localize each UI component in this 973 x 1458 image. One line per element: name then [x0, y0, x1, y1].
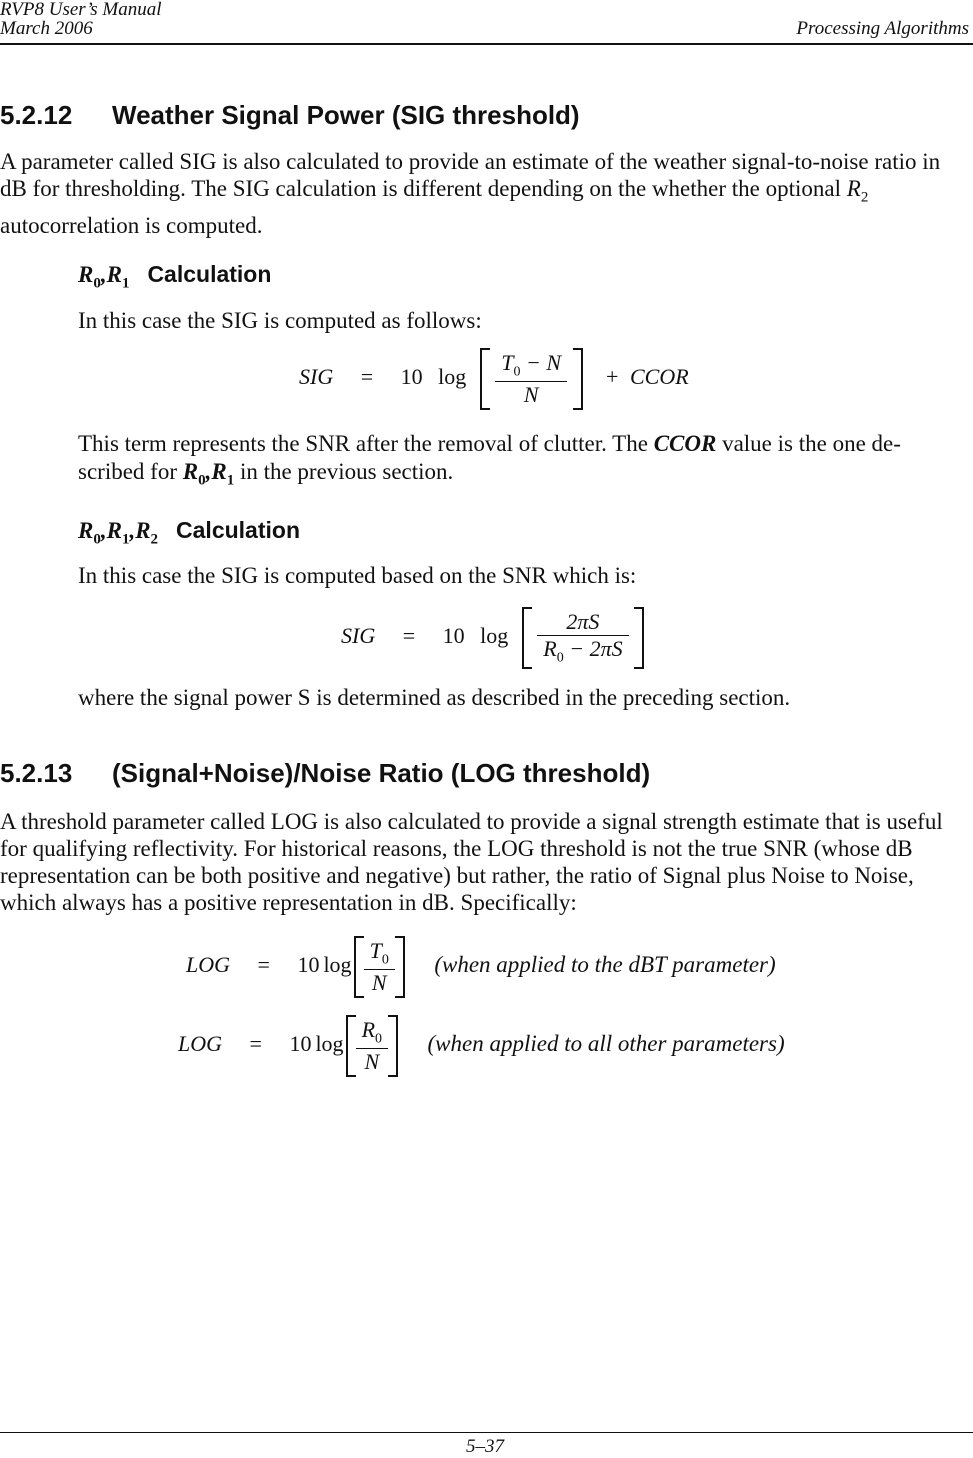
ccor-term: CCOR [653, 431, 717, 456]
eq-fraction [537, 609, 628, 666]
eq-numerator: 2πS [537, 609, 628, 636]
running-header-manual: RVP8 User’s Manual [0, 0, 162, 20]
eq-lhs: SIG [299, 364, 334, 390]
eq-lhs: LOG [178, 1031, 223, 1057]
sig-intro-text: A parameter called SIG is also calculated to provide an estimate of the weather signal-to-noise ratio in dB for thresholding. The SIG calculation is different depending on the whether the optional [0, 149, 941, 201]
eq-log: log [480, 623, 509, 649]
eq-coef: 10 [400, 364, 423, 390]
page-number: 5–37 [466, 1436, 504, 1457]
eq-fraction [495, 350, 567, 407]
subheading-title: Calculation [176, 517, 300, 543]
sig-case2-after: where the signal power S is determined as described in the preceding section. [78, 685, 791, 710]
eq-coef: 10 [297, 952, 320, 978]
eq-plus: + [606, 364, 619, 390]
sig-case1-after-line1: This term represents the SNR after the removal of clutter. The CCOR value is the one de- [78, 431, 901, 456]
sig-intro-paragraph [0, 148, 960, 239]
subheading-r0-r1-r2 [78, 517, 300, 554]
equation-sig-r0-r1 [299, 348, 689, 410]
subheading-r0-r1 [78, 261, 271, 298]
eq-denominator: N [364, 1048, 380, 1074]
section-heading-5-2-12 [0, 100, 580, 130]
r0-r1-symbol: $R_0,R_1$ [182, 459, 235, 489]
left-bracket [522, 607, 532, 669]
right-bracket [395, 936, 405, 998]
eq-numerator: $T_0$ [364, 938, 395, 969]
eq-log: log [315, 1031, 344, 1057]
section-title: (Signal+Noise)/Noise Ratio (LOG threshold) [112, 758, 651, 788]
eq-coef: 10 [442, 623, 465, 649]
eq-equals: = [402, 623, 416, 649]
eq-lhs: SIG [341, 623, 376, 649]
eq-fraction [356, 1017, 388, 1074]
eq-denominator: $R_0 - 2\pi S$ [543, 636, 623, 666]
log-intro-paragraph: A threshold parameter called LOG is also calculated to provide a signal strength estimate that is useful for qualifying reflectivity. For historical reasons, the LOG threshold is not the true SNR (whose dB representation can be both positive and negative) but rather, the ratio of Signal plus Noise to Noise, which always has a positive representation in dB. Specifically: [0, 809, 943, 915]
sig-case2-text: In this case the SIG is computed based on the SNR which is: [78, 563, 637, 588]
sig-intro-text-end: autocorrelation is computed. [0, 212, 263, 238]
eq-condition: (when applied to the dBT parameter) [434, 952, 776, 978]
eq-denominator: N [523, 381, 539, 407]
eq-equals: = [257, 952, 270, 978]
equation-sig-r0-r1-r2 [341, 607, 644, 669]
eq-fraction [364, 938, 395, 995]
section-heading-5-2-13 [0, 758, 650, 788]
eq-numerator: $T_0 - N$ [495, 350, 567, 381]
right-bracket [573, 348, 583, 410]
r2-symbol: $R_2$ [846, 176, 869, 206]
sig-case1-after-line2: scribed for $R_0,R_1$ in the previous section. [78, 459, 454, 489]
left-bracket [346, 1015, 356, 1077]
right-bracket [388, 1015, 398, 1077]
eq-numerator: $R_0$ [356, 1017, 388, 1048]
eq-condition: (when applied to all other parameters) [427, 1031, 785, 1057]
left-bracket [480, 348, 490, 410]
equation-log-dbt [186, 936, 776, 998]
eq-ccor: CCOR [629, 364, 689, 390]
eq-log: log [323, 952, 352, 978]
eq-denominator: N [371, 969, 387, 995]
section-title: Weather Signal Power (SIG threshold) [112, 100, 580, 130]
eq-equals: = [249, 1031, 262, 1057]
subheading-title: Calculation [147, 261, 272, 287]
eq-log: log [438, 364, 467, 390]
running-header-date: March 2006 [0, 18, 93, 39]
header-rule [0, 43, 973, 45]
section-number: 5.2.13 [0, 758, 73, 788]
eq-coef: 10 [289, 1031, 312, 1057]
footer-rule [0, 1432, 973, 1433]
right-bracket [634, 607, 644, 669]
subheading-variables: $R_0,R_1,R_2$ [78, 518, 159, 548]
sig-case1-text: In this case the SIG is computed as follows: [78, 308, 482, 333]
equation-log-other [178, 1015, 785, 1077]
left-bracket [354, 936, 364, 998]
section-number: 5.2.12 [0, 100, 73, 130]
running-header-chapter: Processing Algorithms [796, 18, 969, 39]
subheading-variables: $R_0,R_1$ [78, 262, 130, 292]
eq-lhs: LOG [186, 952, 231, 978]
eq-equals: = [360, 364, 374, 390]
